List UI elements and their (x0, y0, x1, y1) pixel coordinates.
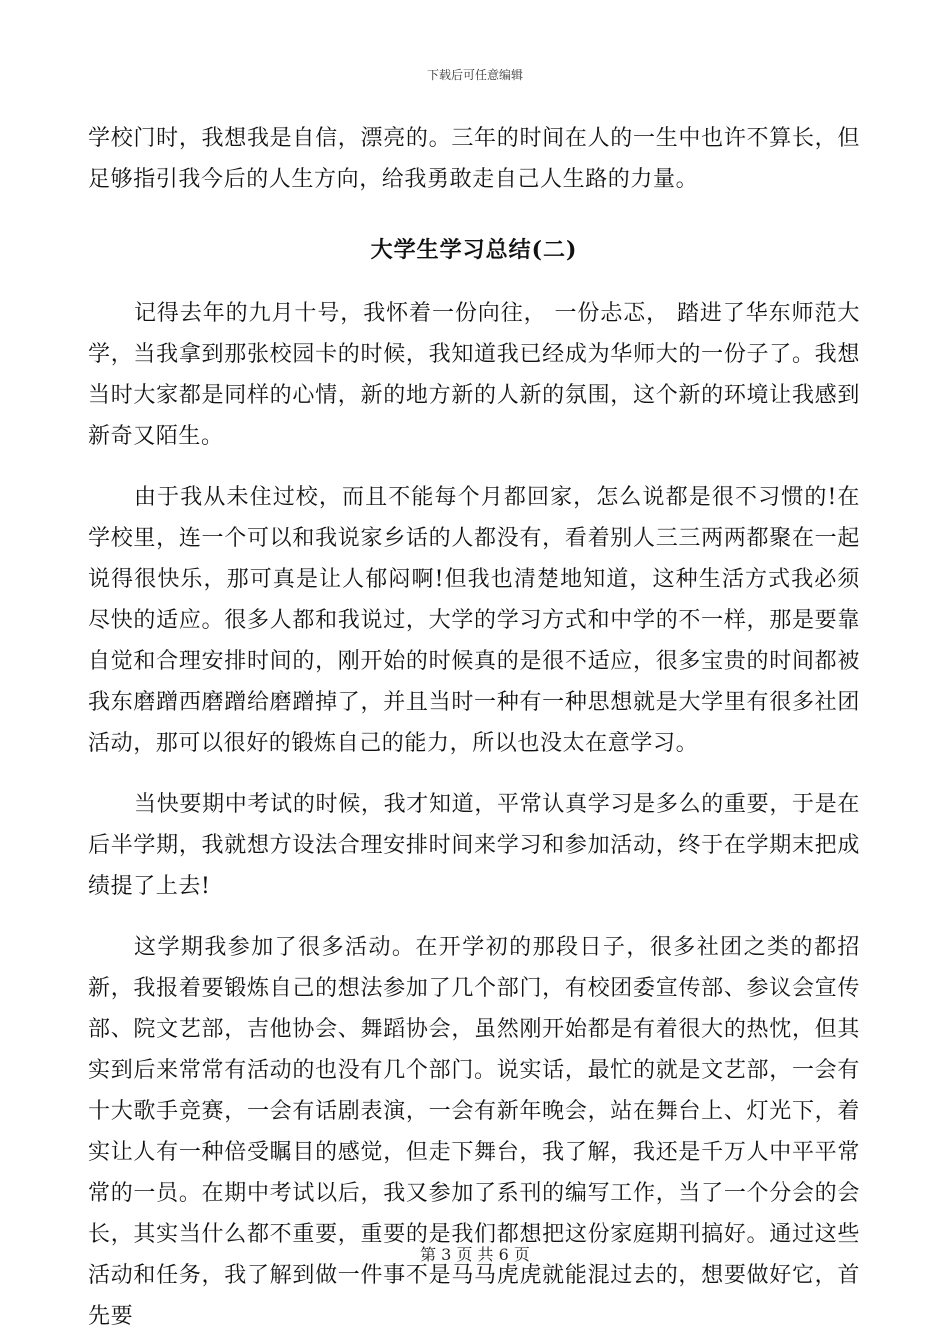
paragraph: 记得去年的九月十号，我怀着一份向往， 一份忐忑， 踏进了华东师范大学，当我拿到那张校园卡的时候，我知道我已经成为华师大的一份子了。我想当时大家都是同样的心情，新的地方新的人新的氛围，这个新的环境让我感到新奇又陌生。 (88, 301, 860, 449)
section-title: 大学生学习总结(二) (370, 237, 578, 263)
paragraph: 由于我从未住过校，而且不能每个月都回家，怎么说都是很不习惯的!在学校里，连一个可以和我说家乡话的人都没有，看着别人三三两两都聚在一起说得很快乐，那可真是让人郁闷啊!但我也清楚地知道，这种生活方式我必须尽快的适应。很多人都和我说过，大学的学习方式和中学的不一样，那是要靠自觉和合理安排时间的，刚开始的时候真的是很不适应，很多宝贵的时间都被我东磨蹭西磨蹭给磨蹭掉了，并且当时一种有一种思想就是大学里有很多社团活动，那可以很好的锻炼自己的能力，所以也没太在意学习。 (88, 485, 860, 756)
page-number: 第 3 页 共 6 页 (420, 1245, 530, 1264)
paragraph: 当快要期中考试的时候，我才知道，平常认真学习是多么的重要，于是在后半学期，我就想方设法合理安排时间来学习和参加活动，终于在学期末把成绩提了上去! (88, 792, 860, 899)
document-body (88, 118, 860, 1337)
paragraph: 这学期我参加了很多活动。在开学初的那段日子，很多社团之类的都招新，我报着要锻炼自己的想法参加了几个部门，有校团委宣传部、参议会宣传部、院文艺部，吉他协会、舞蹈协会，虽然刚开始都是有着很大的热忱，但其实到后来常常有活动的也没有几个部门。说实话，最忙的就是文艺部，一会有十大歌手竞赛，一会有话剧表演，一会有新年晚会，站在舞台上、灯光下，着实让人有一种倍受瞩目的感觉，但走下舞台，我了解，我还是千万人中平平常常的一员。在期中考试以后，我又参加了系刊的编写工作，当了一个分会的会长，其实当什么都不重要，重要的是我们都想把这份家庭期刊搞好。通过这些活动和任务，我了解到做一件事不是马马虎虎就能混过去的，想要做好它，首先要 (88, 935, 860, 1329)
paragraph-continued: 学校门时，我想我是自信，漂亮的。三年的时间在人的一生中也许不算长，但足够指引我今后的人生方向，给我勇敢走自己人生路的力量。 (88, 126, 860, 192)
page-header: 下载后可任意编辑 (426, 68, 523, 82)
